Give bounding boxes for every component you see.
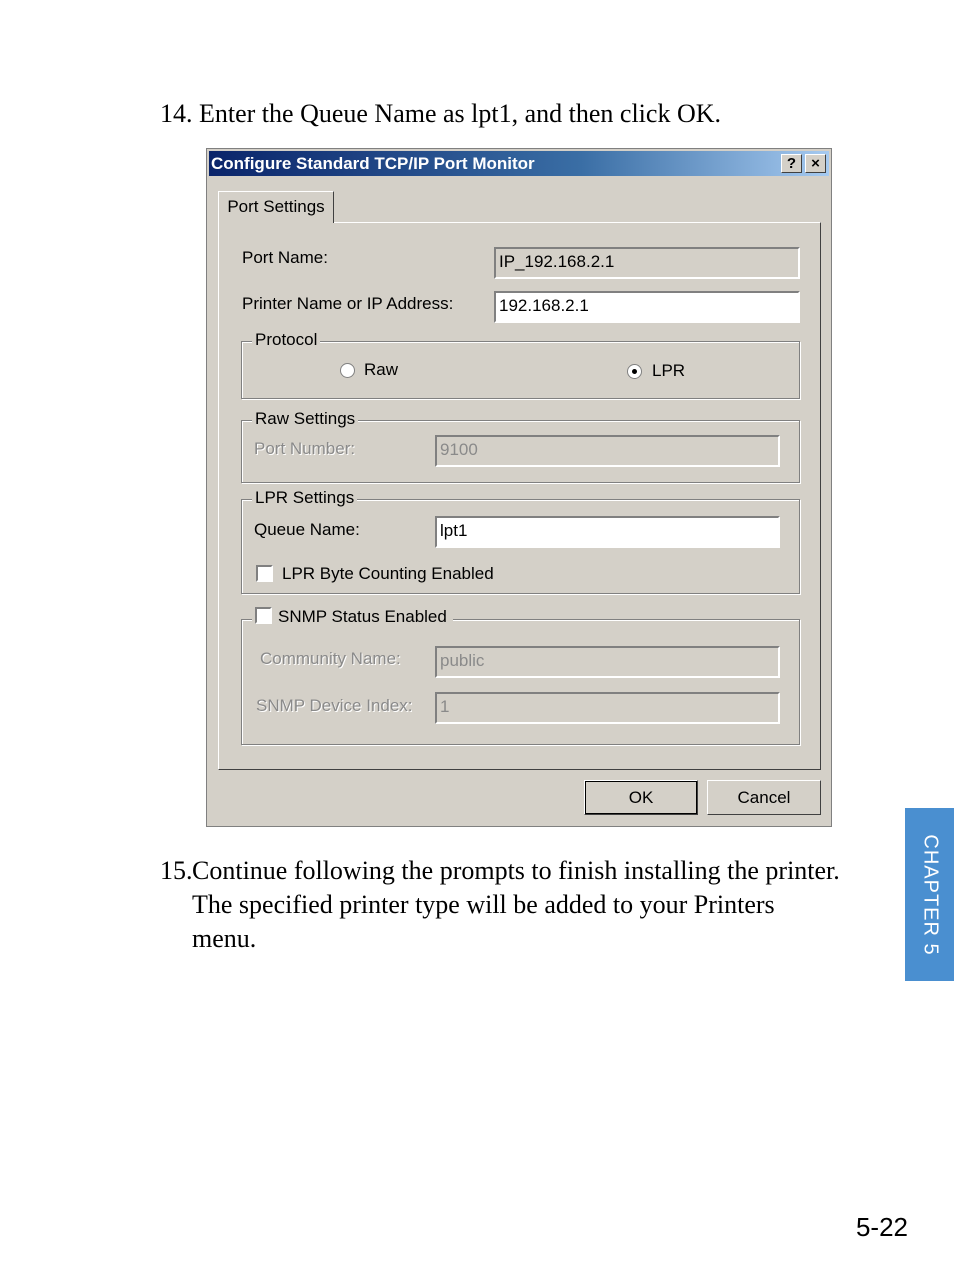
snmp-group (241, 607, 800, 745)
lpr-settings-legend: LPR Settings (252, 488, 357, 508)
help-button[interactable]: ? (781, 154, 802, 173)
printer-name-field[interactable]: 192.168.2.1 (494, 291, 800, 323)
snmp-legend (252, 607, 453, 627)
printer-name-label: Printer Name or IP Address: (242, 294, 454, 313)
step-15-number: 15. (160, 856, 193, 885)
chapter-tab-label: CHAPTER 5 (919, 833, 941, 956)
tcpip-port-monitor-dialog (206, 148, 832, 827)
tab-port-settings[interactable]: Port Settings (218, 191, 334, 223)
chapter-tab (905, 808, 954, 981)
community-name-field[interactable]: public (435, 646, 780, 678)
lpr-byte-counting-checkbox[interactable] (256, 565, 273, 582)
protocol-legend: Protocol (252, 330, 320, 350)
snmp-device-index-label: SNMP Device Index: (256, 696, 413, 715)
step-15-instruction (160, 854, 840, 956)
raw-radio[interactable] (340, 363, 355, 378)
port-name-label: Port Name: (242, 248, 328, 267)
port-settings-panel (218, 222, 821, 770)
step-14-text: Enter the Queue Name as lpt1, and then click OK. (199, 99, 721, 128)
queue-name-label: Queue Name: (254, 520, 360, 539)
lpr-radio[interactable] (627, 364, 642, 379)
port-number-label: Port Number: (254, 439, 356, 458)
dialog-title: Configure Standard TCP/IP Port Monitor (211, 154, 535, 173)
port-name-field[interactable]: IP_192.168.2.1 (494, 247, 800, 279)
page-number: 5-22 (855, 1212, 908, 1242)
step-15-text: Continue following the prompts to finish installing the printer. The specified printer type will be added to your Printers menu. (192, 856, 840, 953)
step-14-instruction (160, 97, 721, 131)
snmp-enabled-label: SNMP Status Enabled (278, 607, 447, 626)
raw-radio-label: Raw (364, 360, 399, 379)
queue-name-field[interactable]: lpt1 (435, 516, 780, 548)
close-button[interactable]: × (805, 154, 826, 173)
dialog-titlebar (209, 151, 829, 176)
ok-button[interactable]: OK (584, 780, 698, 815)
step-14-number: 14. (160, 99, 193, 128)
lpr-radio-label: LPR (652, 361, 686, 380)
community-name-label: Community Name: (260, 649, 401, 668)
raw-settings-legend: Raw Settings (252, 409, 358, 429)
protocol-group (241, 330, 800, 399)
raw-settings-group (241, 409, 800, 483)
snmp-device-index-field[interactable]: 1 (435, 692, 780, 724)
port-number-field[interactable]: 9100 (435, 435, 780, 467)
lpr-byte-counting-label: LPR Byte Counting Enabled (282, 564, 494, 583)
lpr-settings-group (241, 488, 800, 594)
snmp-enabled-checkbox[interactable] (255, 607, 272, 624)
cancel-button[interactable]: Cancel (707, 780, 821, 815)
